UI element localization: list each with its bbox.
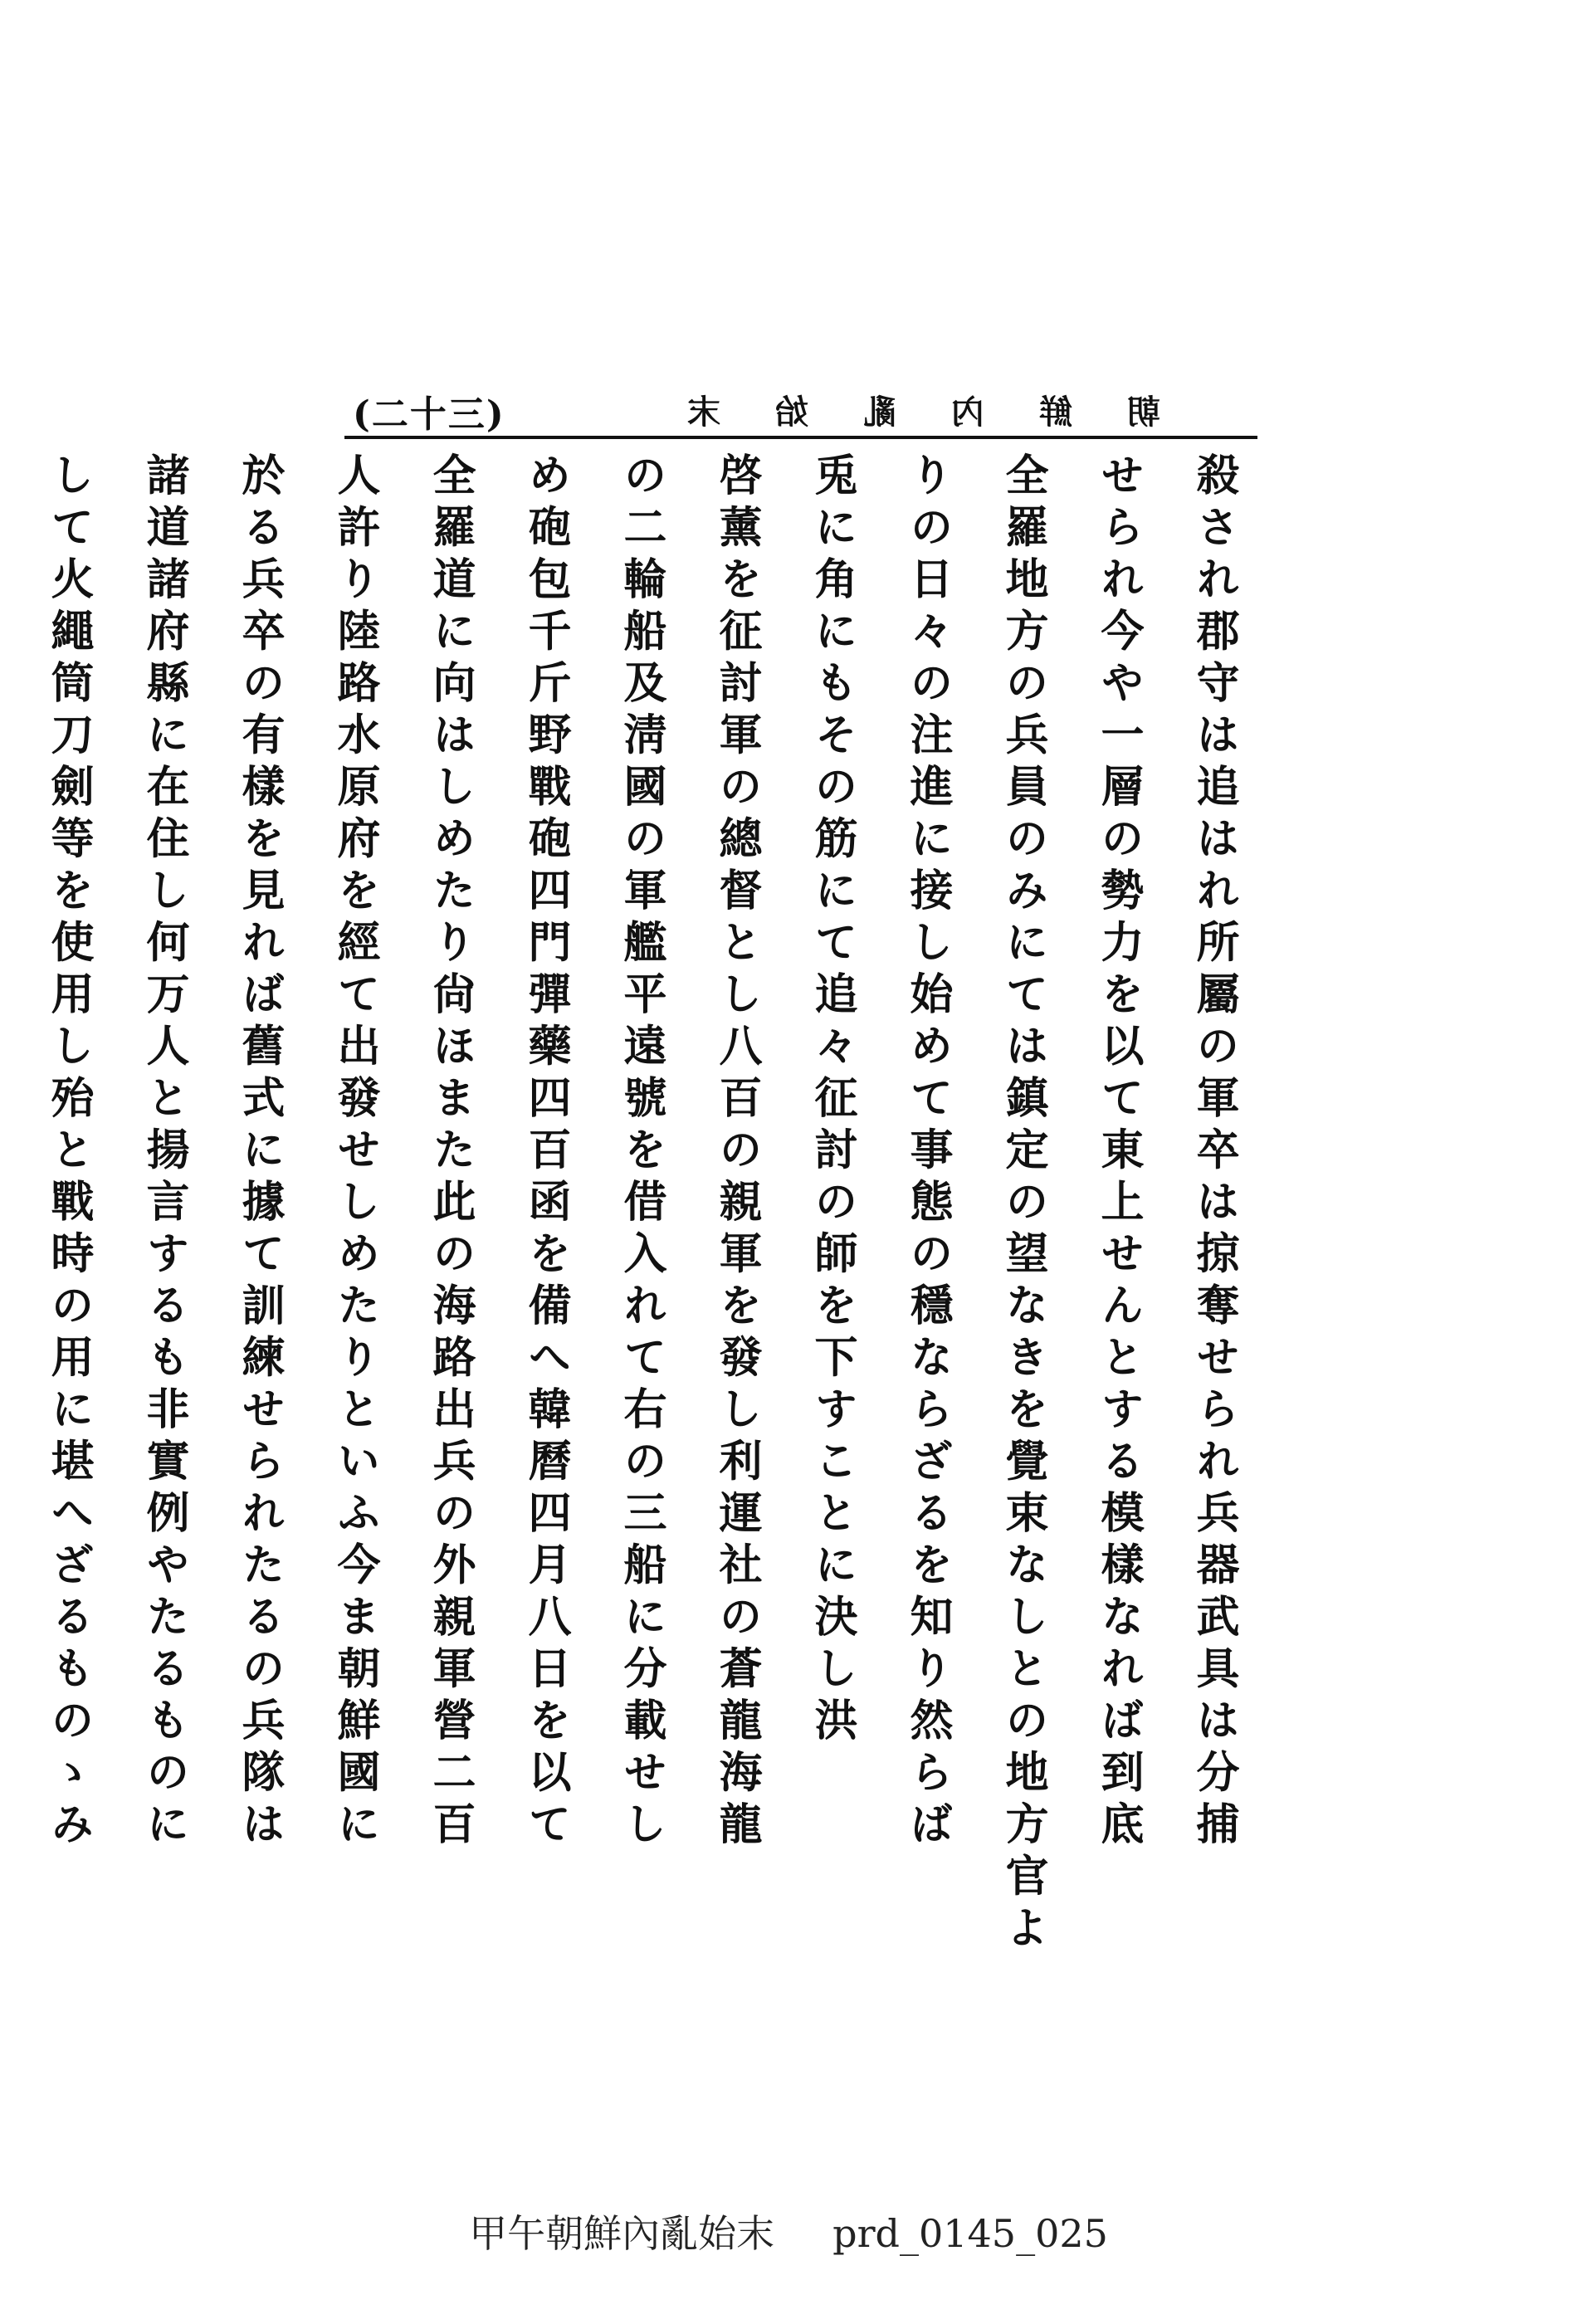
text-column: せられ今や一層の勢力を以て東上せんとする模樣なれば到底 (1093, 452, 1144, 1853)
text-column: め砲包千斤野戰砲四門彈藥四百函を備へ韓曆四月八日を以て (520, 452, 571, 1853)
running-header (344, 378, 1257, 436)
text-column: 殺され郡守は追はれ所屬の軍卒は掠奪せられ兵器武具は分捕 (1189, 452, 1239, 1853)
running-title: 朝鮮內亂始末 (632, 393, 1160, 432)
text-column: 啓薰を征討軍の總督とし八百の親軍を發し利運社の蒼龍海龍 (711, 452, 762, 1853)
text-column: 全羅道に向はしめたり尙ほまた此の海路出兵の外親軍營二百 (425, 452, 476, 1853)
caption-book-title: 甲午朝鮮內亂始末 (469, 2211, 775, 2256)
text-column: 全羅地方の兵員のみにては鎮定の望なきを覺束なしとの地方官よ (998, 452, 1048, 1957)
text-column: りの日々の注進に接し始めて事態の穩ならざるを知り然らば (902, 452, 953, 1853)
header-rule (344, 436, 1257, 439)
body-text (43, 452, 1262, 1957)
text-column: 諸道諸府縣に在住し何万人と揚言するも非實例やたるものに (139, 452, 189, 1853)
text-column: 人許り陸路水原府を經て出發せしめたりといふ今ま朝鮮國に (330, 452, 380, 1853)
page-number: (二十三) (353, 393, 505, 436)
text-column: 兎に角にもその筋にて追々征討の師を下すことに決し洪 (807, 452, 857, 1750)
text-column: 於る兵卒の有樣を見れば舊式に據て訓練せられたるの兵隊は (234, 452, 285, 1853)
text-column: の二輪船及淸國の軍艦平遠號を借入れて右の三船に分載せし (616, 452, 666, 1853)
caption-image-code: prd_0145_025 (832, 2211, 1108, 2256)
text-column: して火繩筒刀劍等を使用し殆と戰時の用に堪へざるものゝみ (43, 452, 94, 1853)
image-caption (0, 2204, 1577, 2258)
